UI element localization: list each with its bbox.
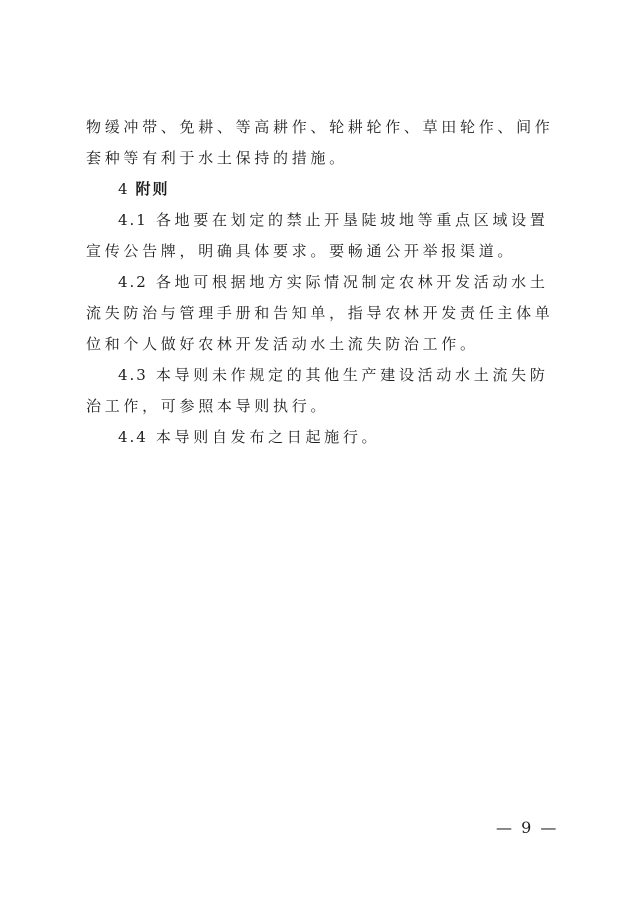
page-number: — 9 —	[496, 818, 559, 837]
clause-text: 各地要在划定的禁止开垦陡坡地等重点区域设置宣传公告牌，明确具体要求。要畅通公开举报渠道。	[86, 211, 549, 260]
page-body	[86, 112, 564, 453]
clause-number: 4.4	[118, 428, 148, 446]
clause-number: 4.2	[118, 273, 148, 291]
section-heading	[86, 174, 564, 205]
clause-number: 4.3	[118, 366, 148, 384]
clause-4-4	[86, 422, 564, 453]
clause-text: 各地可根据地方实际情况制定农林开发活动水土流失防治与管理手册和告知单，指导农林开发责任主体单位和个人做好农林开发活动水土流失防治工作。	[86, 273, 554, 353]
continuation-paragraph: 物缓冲带、免耕、等高耕作、轮耕轮作、草田轮作、间作套种等有利于水土保持的措施。	[86, 118, 554, 167]
clause-text: 本导则自发布之日起施行。	[155, 428, 381, 446]
clause-4-1	[86, 205, 564, 267]
clause-4-2	[86, 267, 564, 360]
section-number: 4	[118, 180, 130, 198]
clause-number: 4.1	[118, 211, 148, 229]
clause-text: 本导则未作规定的其他生产建设活动水土流失防治工作，可参照本导则执行。	[86, 366, 549, 415]
section-title: 附则	[135, 180, 170, 198]
clause-4-3	[86, 360, 564, 422]
